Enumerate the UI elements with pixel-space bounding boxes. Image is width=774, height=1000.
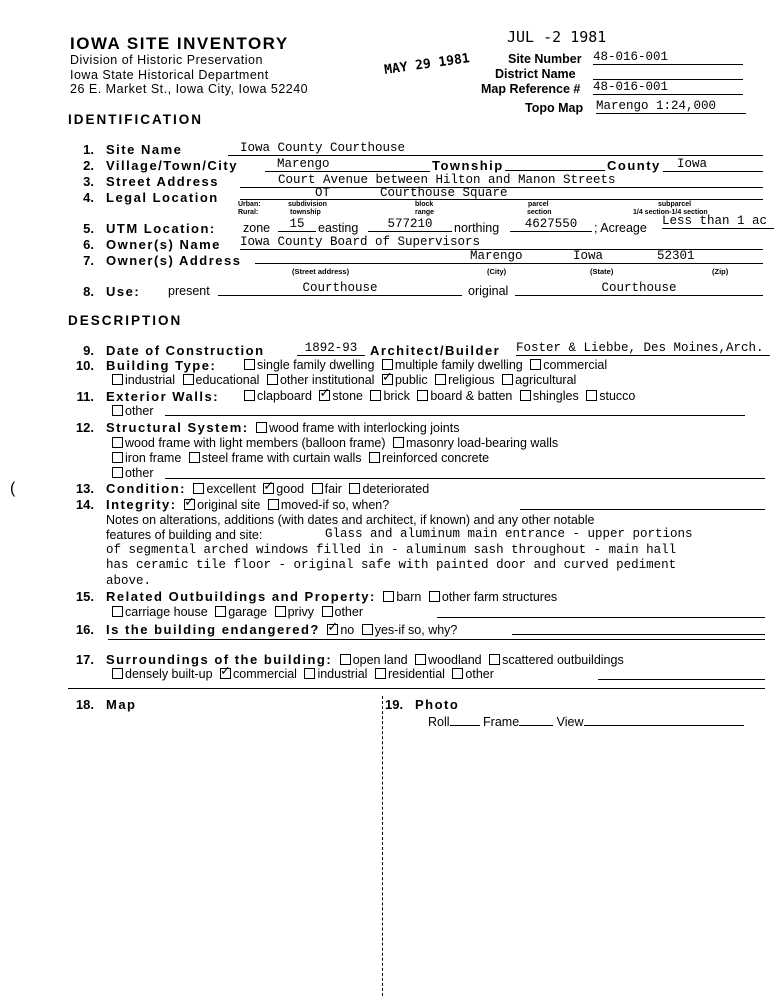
field-village-town-city: [68, 158, 238, 173]
easting-label: easting: [318, 221, 359, 235]
option-label: other: [465, 667, 494, 681]
option-label: other institutional: [279, 373, 375, 387]
roll-field[interactable]: [450, 712, 480, 726]
checkbox-checked[interactable]: [382, 374, 393, 385]
field-label: Site Name: [106, 142, 183, 157]
field-structural-system: [68, 420, 459, 435]
field-label: Use:: [106, 284, 141, 299]
field-label: Exterior Walls:: [106, 389, 220, 404]
city-value[interactable]: Marengo: [265, 157, 430, 172]
construction-date-value[interactable]: 1892-93: [297, 341, 365, 356]
field-site-name: [68, 142, 182, 157]
header-line-division: Division of Historic Preservation: [70, 53, 263, 67]
checkbox[interactable]: [520, 390, 531, 401]
township-caption: township: [290, 209, 321, 216]
field-number: 11.: [76, 389, 94, 404]
option-label: other: [125, 466, 154, 480]
option-label: open land: [352, 653, 408, 667]
field-number: 16.: [75, 622, 94, 637]
field-label: Related Outbuildings and Property:: [106, 589, 376, 604]
field-label: Photo: [415, 697, 460, 712]
field-endangered: [68, 622, 457, 637]
checkbox-checked[interactable]: [220, 668, 231, 679]
form-title: IOWA SITE INVENTORY: [70, 34, 289, 53]
option-label: other: [125, 404, 154, 418]
divider: [68, 688, 765, 690]
option-label: iron frame: [125, 451, 182, 465]
exterior-walls-row-1: [240, 389, 635, 403]
option-label: residential: [387, 667, 445, 681]
field-number: 13.: [75, 481, 94, 496]
option-label: stone: [332, 389, 363, 403]
moved-when-field[interactable]: [520, 496, 765, 510]
field-number: 6.: [83, 237, 94, 252]
checkbox[interactable]: [349, 483, 360, 494]
structural-row-3: [108, 451, 489, 465]
option-label: excellent: [206, 482, 256, 496]
field-number: 4.: [83, 190, 94, 205]
checkbox-checked[interactable]: [184, 499, 195, 510]
checkbox[interactable]: [268, 499, 279, 510]
range-caption: range: [415, 209, 435, 216]
section-identification: IDENTIFICATION: [68, 112, 203, 127]
outbuildings-row-2: [108, 605, 363, 619]
checkbox[interactable]: [275, 606, 286, 617]
option-label: multiple family dwelling: [394, 358, 523, 372]
field-number: 8.: [83, 284, 94, 299]
frame-label: Frame: [483, 715, 520, 729]
header-line-department: Iowa State Historical Department: [70, 68, 269, 82]
field-label: Building Type:: [106, 358, 217, 373]
field-label: Date of Construction: [106, 343, 265, 358]
owner-address-line[interactable]: [255, 263, 763, 264]
option-label: brick: [383, 389, 410, 403]
notes-line-1[interactable]: Glass and aluminum main entrance - upper portions: [325, 527, 693, 541]
option-label: public: [394, 373, 428, 387]
field-map: [68, 697, 137, 712]
option-label: woodland: [428, 653, 482, 667]
field-number: 14.: [75, 497, 94, 512]
checkbox[interactable]: [112, 452, 123, 463]
checkbox[interactable]: [435, 374, 446, 385]
field-use: [68, 284, 140, 299]
field-date-of-construction: [68, 343, 265, 358]
checkbox-checked[interactable]: [327, 624, 338, 635]
field-number: 12.: [75, 420, 94, 435]
checkbox[interactable]: [112, 374, 123, 385]
field-label: Owner(s) Name: [106, 237, 221, 252]
map-photo-divider: [382, 696, 384, 996]
zip-caption: (Zip): [712, 267, 729, 276]
checkbox[interactable]: [256, 422, 267, 433]
field-number: 17.: [75, 652, 94, 667]
legal-location-square: Courthouse Square: [380, 186, 508, 200]
site-number-label: Site Number: [508, 52, 582, 66]
option-label: barn: [396, 590, 422, 604]
owner-city-value: Marengo: [470, 249, 523, 263]
field-number: 15.: [75, 589, 94, 604]
checkbox[interactable]: [183, 374, 194, 385]
street-address-caption: (Street address): [292, 267, 350, 276]
checkbox[interactable]: [340, 654, 351, 665]
option-label: other farm structures: [441, 590, 558, 604]
building-type-row-1: [240, 358, 607, 372]
surroundings-row-2: [108, 667, 494, 681]
checkbox[interactable]: [244, 359, 255, 370]
checkbox[interactable]: [502, 374, 513, 385]
checkbox[interactable]: [530, 359, 541, 370]
photo-roll-frame-view: [428, 712, 744, 729]
zone-value[interactable]: 15: [278, 217, 316, 232]
field-number: 9.: [83, 343, 94, 358]
option-label: fair: [324, 482, 342, 496]
northing-value[interactable]: 4627550: [510, 217, 592, 232]
field-label: UTM Location:: [106, 221, 216, 236]
option-label: industrial: [125, 373, 176, 387]
checkbox[interactable]: [112, 467, 123, 478]
field-label: Condition:: [106, 481, 186, 496]
checkbox[interactable]: [193, 483, 204, 494]
margin-mark: (: [10, 480, 16, 497]
original-use-value[interactable]: Courthouse: [515, 281, 763, 296]
field-number: 5.: [83, 221, 94, 236]
field-number: 7.: [83, 253, 94, 268]
subdivision-caption: subdivision: [288, 201, 327, 208]
field-number: 19.: [385, 697, 404, 712]
option-label: wood frame with interlocking joints: [269, 421, 460, 435]
field-integrity: [68, 497, 389, 512]
map-reference-value[interactable]: 48-016-001: [593, 80, 743, 95]
parcel-caption: parcel: [528, 201, 549, 208]
acreage-label: ; Acreage: [594, 221, 647, 235]
street-address-value[interactable]: Court Avenue between Hilton and Manon Streets: [240, 173, 763, 188]
checkbox[interactable]: [244, 390, 255, 401]
field-label: Village/Town/City: [106, 158, 238, 173]
field-related-outbuildings: [68, 589, 557, 604]
checkbox[interactable]: [383, 591, 394, 602]
state-caption: (State): [590, 267, 614, 276]
checkbox[interactable]: [312, 483, 323, 494]
legal-location-ot: OT: [315, 186, 331, 200]
option-label: yes-if so, why?: [374, 623, 458, 637]
field-surroundings: [68, 652, 624, 667]
urban-label: Urban:: [238, 201, 261, 208]
checkbox[interactable]: [189, 452, 200, 463]
site-name-value[interactable]: Iowa County Courthouse: [228, 141, 763, 156]
field-number: 3.: [83, 174, 94, 189]
field-building-type: [68, 358, 216, 373]
present-label: present: [168, 284, 210, 298]
owner-name-value[interactable]: Iowa County Board of Supervisors: [240, 235, 763, 250]
option-label: board & batten: [430, 389, 513, 403]
frame-field[interactable]: [519, 712, 553, 726]
section-description: DESCRIPTION: [68, 313, 183, 328]
notes-line-2[interactable]: of segmental arched windows filled in - aluminum sash throughout - main hall: [106, 543, 677, 557]
field-number: 10.: [75, 358, 94, 373]
option-label: original site: [197, 498, 261, 512]
view-field[interactable]: [584, 712, 744, 726]
field-legal-location: [68, 190, 219, 205]
checkbox[interactable]: [415, 654, 426, 665]
roll-label: Roll: [428, 715, 450, 729]
field-number: 2.: [83, 158, 94, 173]
option-label: wood frame with light members (balloon frame): [125, 436, 386, 450]
zone-label: zone: [243, 221, 271, 235]
option-label: steel frame with curtain walls: [201, 451, 362, 465]
structural-row-4: [108, 466, 154, 480]
structural-other-field[interactable]: [165, 465, 765, 479]
endangered-extra-line[interactable]: [108, 638, 765, 640]
checkbox[interactable]: [362, 624, 373, 635]
township-label: Township: [432, 158, 504, 173]
field-owner-address: [68, 253, 242, 268]
option-label: masonry load-bearing walls: [406, 436, 559, 450]
field-label: Legal Location: [106, 190, 219, 205]
field-label: Surroundings of the building:: [106, 652, 333, 667]
option-label: reinforced concrete: [382, 451, 490, 465]
field-owner-name: [68, 237, 221, 252]
checkbox-checked[interactable]: [319, 390, 330, 401]
city-caption: (City): [487, 267, 507, 276]
present-use-value[interactable]: Courthouse: [218, 281, 462, 296]
option-label: privy: [287, 605, 315, 619]
checkbox[interactable]: [586, 390, 597, 401]
option-label: clapboard: [257, 389, 312, 403]
architect-builder-label: Architect/Builder: [370, 343, 501, 358]
option-label: no: [340, 623, 355, 637]
building-type-row-2: [108, 373, 576, 387]
option-label: stucco: [599, 389, 636, 403]
checkbox[interactable]: [370, 390, 381, 401]
map-reference-label: Map Reference #: [481, 82, 581, 96]
owner-zip-value: 52301: [657, 249, 695, 263]
district-name-label: District Name: [495, 67, 576, 81]
option-label: garage: [228, 605, 268, 619]
section-caption: section: [527, 209, 552, 216]
structural-row-2: [108, 436, 558, 450]
quarter-section-caption: 1/4 section-1/4 section: [633, 209, 708, 216]
option-label: commercial: [543, 358, 608, 372]
site-number-value[interactable]: 48-016-001: [593, 50, 743, 65]
notes-line-4[interactable]: above.: [106, 574, 152, 588]
owner-state-value: Iowa: [573, 249, 604, 263]
field-label: Integrity:: [106, 497, 177, 512]
surroundings-other-field[interactable]: [598, 666, 765, 680]
easting-value[interactable]: 577210: [368, 217, 452, 232]
field-label: Is the building endangered?: [106, 622, 320, 637]
view-label: View: [556, 715, 584, 729]
field-label: Street Address: [106, 174, 219, 189]
legal-location-line[interactable]: [240, 199, 763, 200]
option-label: good: [276, 482, 305, 496]
checkbox[interactable]: [304, 668, 315, 679]
acreage-value[interactable]: Less than 1 ac: [662, 214, 774, 229]
field-photo: [385, 697, 459, 712]
township-value[interactable]: [505, 157, 605, 171]
option-label: densely built-up: [125, 667, 213, 681]
checkbox[interactable]: [112, 405, 123, 416]
county-label: County: [607, 158, 661, 173]
field-number: 18.: [75, 697, 94, 712]
received-stamp-jul: JUL -2 1981: [507, 28, 607, 46]
option-label: scattered outbuildings: [502, 653, 624, 667]
received-stamp-may: MAY 29 1981: [383, 51, 471, 78]
rural-label: Rural:: [238, 209, 259, 216]
option-label: commercial: [233, 667, 297, 681]
checkbox[interactable]: [375, 668, 386, 679]
checkbox[interactable]: [417, 390, 428, 401]
field-label: Map: [106, 697, 137, 712]
option-label: agricultural: [515, 373, 577, 387]
checkbox[interactable]: [112, 668, 123, 679]
option-label: deteriorated: [362, 482, 430, 496]
checkbox[interactable]: [112, 437, 123, 448]
checkbox[interactable]: [267, 374, 278, 385]
option-label: single family dwelling: [257, 358, 375, 372]
outbuildings-other-field[interactable]: [437, 604, 765, 618]
field-street-address: [68, 174, 219, 189]
checkbox[interactable]: [452, 668, 463, 679]
subparcel-caption: subparcel: [658, 201, 692, 208]
notes-line-3[interactable]: has ceramic tile floor - original safe with painted door and curved pediment: [106, 558, 677, 572]
checkbox[interactable]: [322, 606, 333, 617]
field-utm-location: [68, 221, 216, 236]
checkbox[interactable]: [112, 606, 123, 617]
option-label: educational: [195, 373, 260, 387]
notes-intro-1: Notes on alterations, additions (with dates and architect, if known) and any other notable: [106, 513, 595, 527]
topo-map-label: Topo Map: [525, 101, 584, 115]
option-label: other: [334, 605, 363, 619]
exterior-walls-other-field[interactable]: [165, 402, 745, 416]
option-label: carriage house: [125, 605, 208, 619]
checkbox[interactable]: [429, 591, 440, 602]
option-label: moved-if so, when?: [280, 498, 390, 512]
district-name-value[interactable]: [593, 66, 743, 80]
header-line-address: 26 E. Market St., Iowa City, Iowa 52240: [70, 82, 309, 96]
checkbox-checked[interactable]: [263, 483, 274, 494]
field-condition: [68, 481, 429, 496]
architect-builder-value[interactable]: Foster & Liebbe, Des Moines,Arch.: [516, 341, 770, 356]
field-label: Owner(s) Address: [106, 253, 242, 268]
original-label: original: [468, 284, 509, 298]
county-value[interactable]: Iowa: [663, 157, 763, 172]
checkbox[interactable]: [489, 654, 500, 665]
block-caption: block: [415, 201, 434, 208]
option-label: shingles: [532, 389, 579, 403]
northing-label: northing: [454, 221, 500, 235]
checkbox[interactable]: [393, 437, 404, 448]
checkbox[interactable]: [215, 606, 226, 617]
field-label: Structural System:: [106, 420, 249, 435]
field-number: 1.: [83, 142, 94, 157]
exterior-walls-row-2: [108, 404, 154, 418]
topo-map-value[interactable]: Marengo 1:24,000: [596, 99, 746, 114]
checkbox[interactable]: [369, 452, 380, 463]
notes-intro-2: features of building and site:: [106, 528, 263, 542]
option-label: industrial: [317, 667, 368, 681]
endangered-why-field[interactable]: [512, 621, 765, 635]
option-label: religious: [448, 373, 495, 387]
